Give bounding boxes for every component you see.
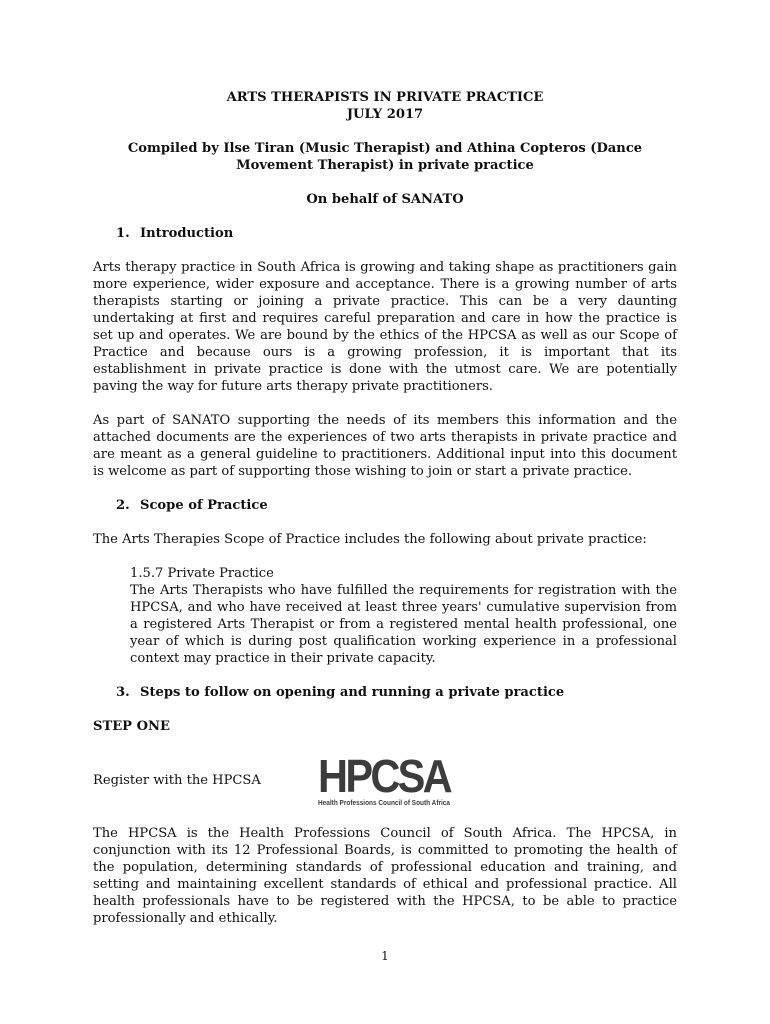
- section-title: Scope of Practice: [140, 498, 268, 513]
- hpcsa-logo: [318, 748, 453, 812]
- register-row: [93, 748, 677, 812]
- page-number: 1: [381, 949, 389, 963]
- document-page: [93, 89, 677, 927]
- section-number: 1.: [116, 226, 130, 241]
- intro-paragraph-2: As part of SANATO supporting the needs of its members this information and the attached documents are the experiences of two arts therapists in private practice and are meant as a general guideline to practitioners. Additional input into this document is welcome as part of supporting those wishing to join or start a private practice.: [93, 413, 677, 479]
- quote-heading: 1.5.7 Private Practice: [130, 566, 274, 581]
- section-title: Steps to follow on opening and running a private practice: [140, 685, 565, 700]
- section-title: Introduction: [140, 226, 234, 241]
- section-heading-scope: [116, 497, 677, 514]
- section-number: 2.: [116, 498, 130, 513]
- scope-intro: The Arts Therapies Scope of Practice includes the following about private practice:: [93, 532, 647, 547]
- intro-paragraph-1: Arts therapy practice in South Africa is growing and taking shape as practitioners gain more experience, wider exposure and acceptance. There is a growing number of arts therapists starting or joining a private practice. This can be a very daunting undertaking at first and requires careful preparation and care in how the practice is set up and operates. We are bound by the ethics of the HPCSA as well as our Scope of Practice and because ours is a growing profession, it is important that its establishment in private practice is done with the utmost care. We are potentially paving the way for future arts therapy private practitioners.: [93, 260, 677, 394]
- logo-wordmark: HPCSA: [318, 750, 452, 802]
- logo-subtext: Health Professions Council of South Africa: [318, 800, 451, 807]
- register-label: Register with the HPCSA: [93, 773, 261, 788]
- quote-body: The Arts Therapists who have fulfilled the requirements for registration with the HPCSA, and who have received at least three years' cumulative supervision from a registered Arts Therapist or from a registered mental health professional, one year of which is during post qualification working experience in a professional context may practice in their private capacity.: [130, 583, 677, 666]
- compiled-by: Compiled by Ilse Tiran (Music Therapist) and Athina Copteros (Dance Movement Therapist) in private practice: [127, 141, 643, 173]
- step-one-heading: STEP ONE: [93, 719, 170, 734]
- hpcsa-paragraph: The HPCSA is the Health Professions Council of South Africa. The HPCSA, in conjunction with its 12 Professional Boards, is committed to promoting the health of the population, determining standards of professional education and training, and setting and maintaining excellent standards of ethical and professional practice. All health professionals have to be registered with the HPCSA, to be able to practice professionally and ethically.: [93, 826, 677, 926]
- section-heading-introduction: [116, 225, 677, 242]
- section-number: 3.: [116, 685, 130, 700]
- section-heading-steps: [116, 684, 677, 701]
- on-behalf: On behalf of SANATO: [306, 192, 464, 207]
- document-date: JULY 2017: [346, 107, 424, 122]
- document-title: ARTS THERAPISTS IN PRIVATE PRACTICE: [226, 90, 544, 105]
